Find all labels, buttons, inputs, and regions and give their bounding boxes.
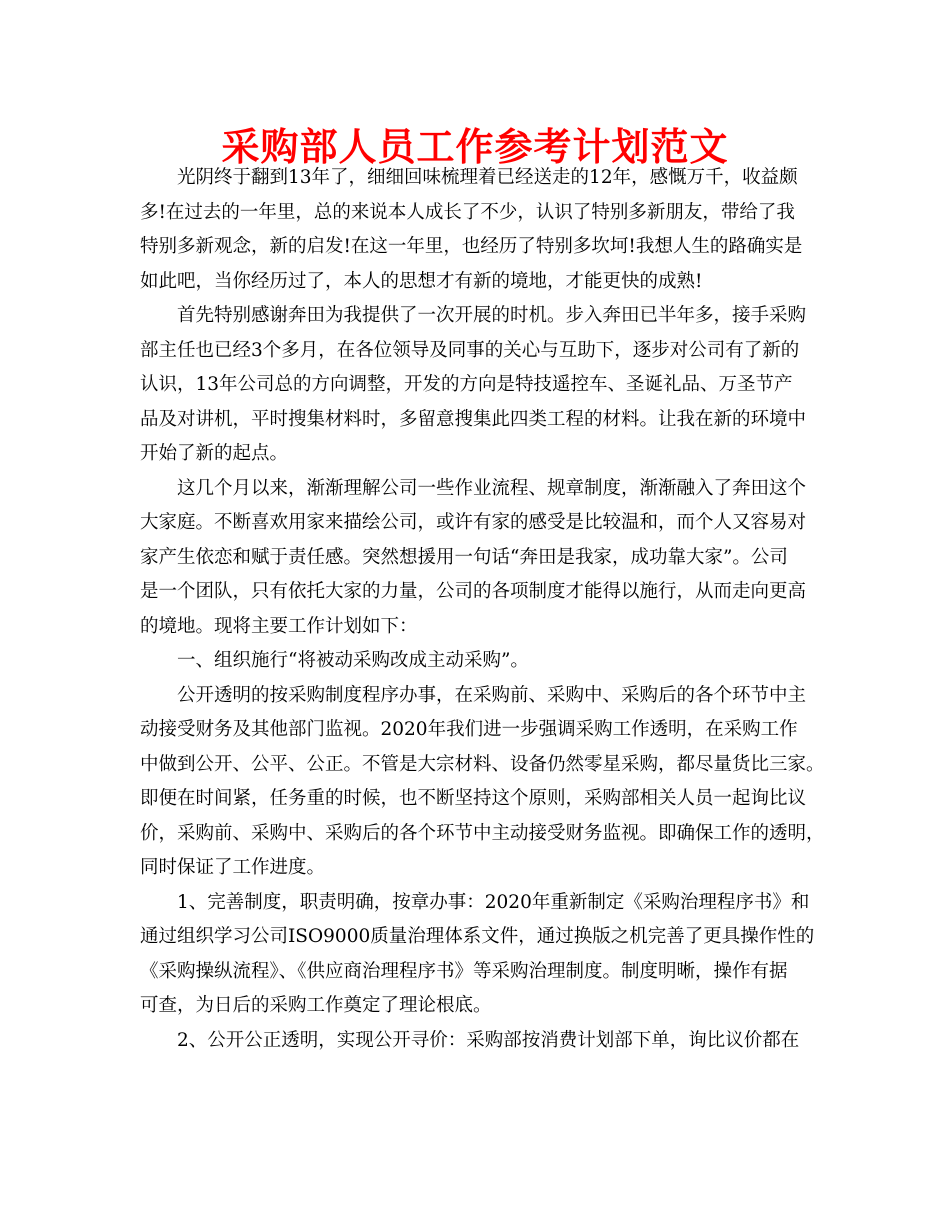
text-line: 大家庭。不断喜欢用家来描绘公司，或许有家的感受是比较温和，而个人又容易对 [140,512,807,533]
text-line: 特别多新观念，新的启发!在这一年里，也经历了特别多坎坷!我想人生的路确实是 [140,236,803,257]
text-line: 认识，13年公司总的方向调整，开发的方向是特技遥控车、圣诞礼品、万圣节产 [140,374,793,395]
text-line: 通过组织学习公司ISO9000质量治理体系文件，通过换版之机完善了更具操作性的 [140,926,815,947]
paragraph [140,679,825,886]
text-line: 部主任也已经3个多月，在各位领导及同事的关心与互助下，逐步对公司有了新的 [140,339,800,361]
text-line: 公开透明的按采购制度程序办事，在采购前、采购中、采购后的各个环节中主 [177,684,807,706]
text-line: 同时保证了工作进度。 [140,857,326,878]
document-body [140,161,825,1058]
text-line: 品及对讲机，平时搜集材料时，多留意搜集此四类工程的材料。让我在新的环境中 [140,408,807,430]
text-line: 光阴终于翻到13年了，细细回味梳理着已经送走的12年，感慨万千，收益颇 [177,167,798,188]
text-line: 多!在过去的一年里，总的来说本人成长了不少，认识了特别多新朋友，带给了我 [140,201,795,223]
paragraph [140,1024,820,1059]
document-title: 采购部人员工作参考计划范文 [221,125,729,169]
paragraph [140,299,820,472]
text-line: 《采购操纵流程》、《供应商治理程序书》等采购治理制度。制度明晰，操作有据 [140,960,788,982]
text-line: 1、完善制度，职责明确，按章办事：2020年重新制定《采购治理程序书》和 [177,891,810,913]
text-line: 价，采购前、采购中、采购后的各个环节中主动接受财务监视。即确保工作的透明， [140,822,825,844]
text-line: 即便在时间紧，任务重的时候，也不断坚持这个原则，采购部相关人员一起询比议 [140,788,807,809]
paragraph [140,886,820,1024]
paragraph [140,644,820,679]
text-line: 中做到公开、公平、公正。不管是大宗材料、设备仍然零星采购，都尽量货比三家。 [140,753,825,775]
paragraph [140,161,820,299]
text-line: 动接受财务及其他部门监视。2020年我们进一步强调采购工作透明，在采购工作 [140,719,798,740]
text-line: 一、组织施行“将被动采购改成主动采购”。 [177,650,529,671]
text-line: 可查，为日后的采购工作奠定了理论根底。 [140,995,492,1016]
paragraph [140,472,820,645]
text-line: 的境地。现将主要工作计划如下： [140,615,418,637]
text-line: 2、公开公正透明，实现公开寻价：采购部按消费计划部下单，询比议价都在 [177,1029,800,1051]
text-line: 家产生依恋和赋于责任感。突然想援用一句话“奔田是我家，成功靠大家”。公司 [140,546,788,568]
text-line: 是一个团队，只有依托大家的力量，公司的各项制度才能得以施行，从而走向更高 [140,581,807,602]
text-line: 如此吧，当你经历过了，本人的思想才有新的境地，才能更快的成熟! [140,270,703,292]
text-line: 首先特别感谢奔田为我提供了一次开展的时机。步入奔田已半年多，接手采购 [177,305,807,326]
text-line: 开始了新的起点。 [140,443,289,464]
text-line: 这几个月以来，渐渐理解公司一些作业流程、规章制度，渐渐融入了奔田这个 [177,477,807,499]
